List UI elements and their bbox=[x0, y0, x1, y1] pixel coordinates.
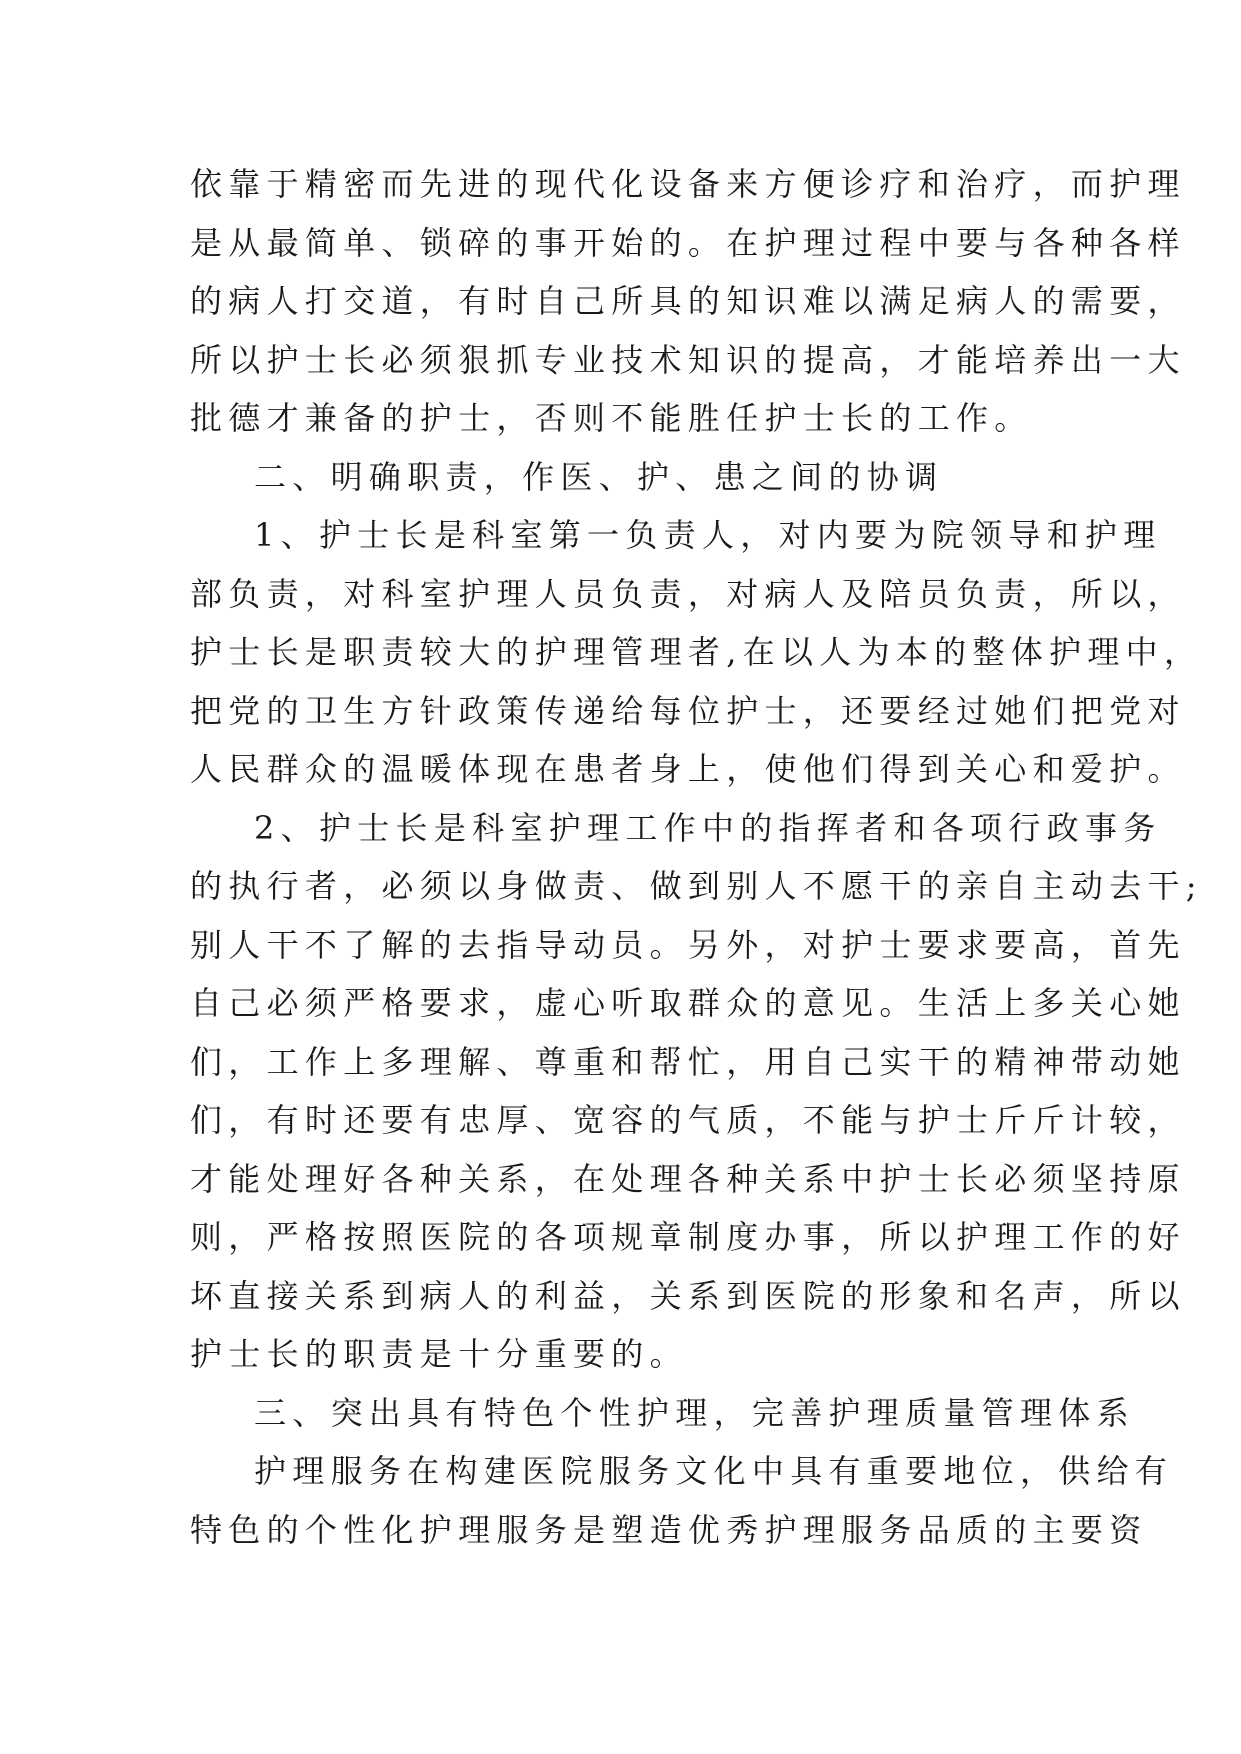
text-line: 所以护士长必须狠抓专业技术知识的提高，才能培养出一大 bbox=[190, 340, 1186, 379]
text-line: 是从最简单、锁碎的事开始的。在护理过程中要与各种各样 bbox=[190, 223, 1186, 262]
paragraph-start-line: 1、护士长是科室第一负责人，对内要为院领导和护理 bbox=[254, 516, 1162, 554]
text-line: 部负责，对科室护理人员负责，对病人及陪员负责，所以， bbox=[190, 574, 1186, 613]
paragraph-start-line: 护理服务在构建医院服务文化中具有重要地位，供给有 bbox=[254, 1452, 1174, 1490]
text-line: 依靠于精密而先进的现代化设备来方便诊疗和治疗，而护理 bbox=[190, 165, 1186, 203]
paragraph-start-line: 2、护士长是科室护理工作中的指挥者和各项行政事务 bbox=[254, 808, 1162, 847]
text-line: 人民群众的温暖体现在患者身上，使他们得到关心和爱护。 bbox=[190, 750, 1186, 788]
text-line: 护士长的职责是十分重要的。 bbox=[190, 1335, 688, 1373]
text-line: 批德才兼备的护士，否则不能胜任护士长的工作。 bbox=[190, 399, 1033, 437]
section-heading: 三、突出具有特色个性护理，完善护理质量管理体系 bbox=[254, 1393, 1135, 1432]
text-line: 才能处理好各种关系，在处理各种关系中护士长必须坚持原 bbox=[190, 1159, 1186, 1198]
text-line: 自己必须严格要求，虚心听取群众的意见。生活上多关心她 bbox=[190, 984, 1186, 1022]
text-line: 特色的个性化护理服务是塑造优秀护理服务品质的主要资 bbox=[190, 1510, 1148, 1549]
text-line: 的病人打交道，有时自己所具的知识难以满足病人的需要， bbox=[190, 282, 1186, 320]
text-line: 们，工作上多理解、尊重和帮忙，用自己实干的精神带动她 bbox=[190, 1042, 1186, 1081]
text-line: 坏直接关系到病人的利益，关系到医院的形象和名声，所以 bbox=[190, 1276, 1186, 1315]
document-body bbox=[190, 155, 1203, 1559]
text-line: 则，严格按照医院的各项规章制度办事，所以护理工作的好 bbox=[190, 1218, 1186, 1256]
text-line: 别人干不了解的去指导动员。另外，对护士要求要高，首先 bbox=[190, 925, 1186, 964]
section-heading: 二、明确职责，作医、护、患之间的协调 bbox=[254, 457, 944, 496]
text-line: 们，有时还要有忠厚、宽容的气质，不能与护士斤斤计较， bbox=[190, 1101, 1186, 1139]
text-line: 的执行者，必须以身做责、做到别人不愿干的亲自主动去干; bbox=[190, 867, 1203, 905]
text-line: 把党的卫生方针政策传递给每位护士，还要经过她们把党对 bbox=[190, 691, 1186, 730]
text-line: 护士长是职责较大的护理管理者,在以人为本的整体护理中， bbox=[190, 633, 1203, 671]
